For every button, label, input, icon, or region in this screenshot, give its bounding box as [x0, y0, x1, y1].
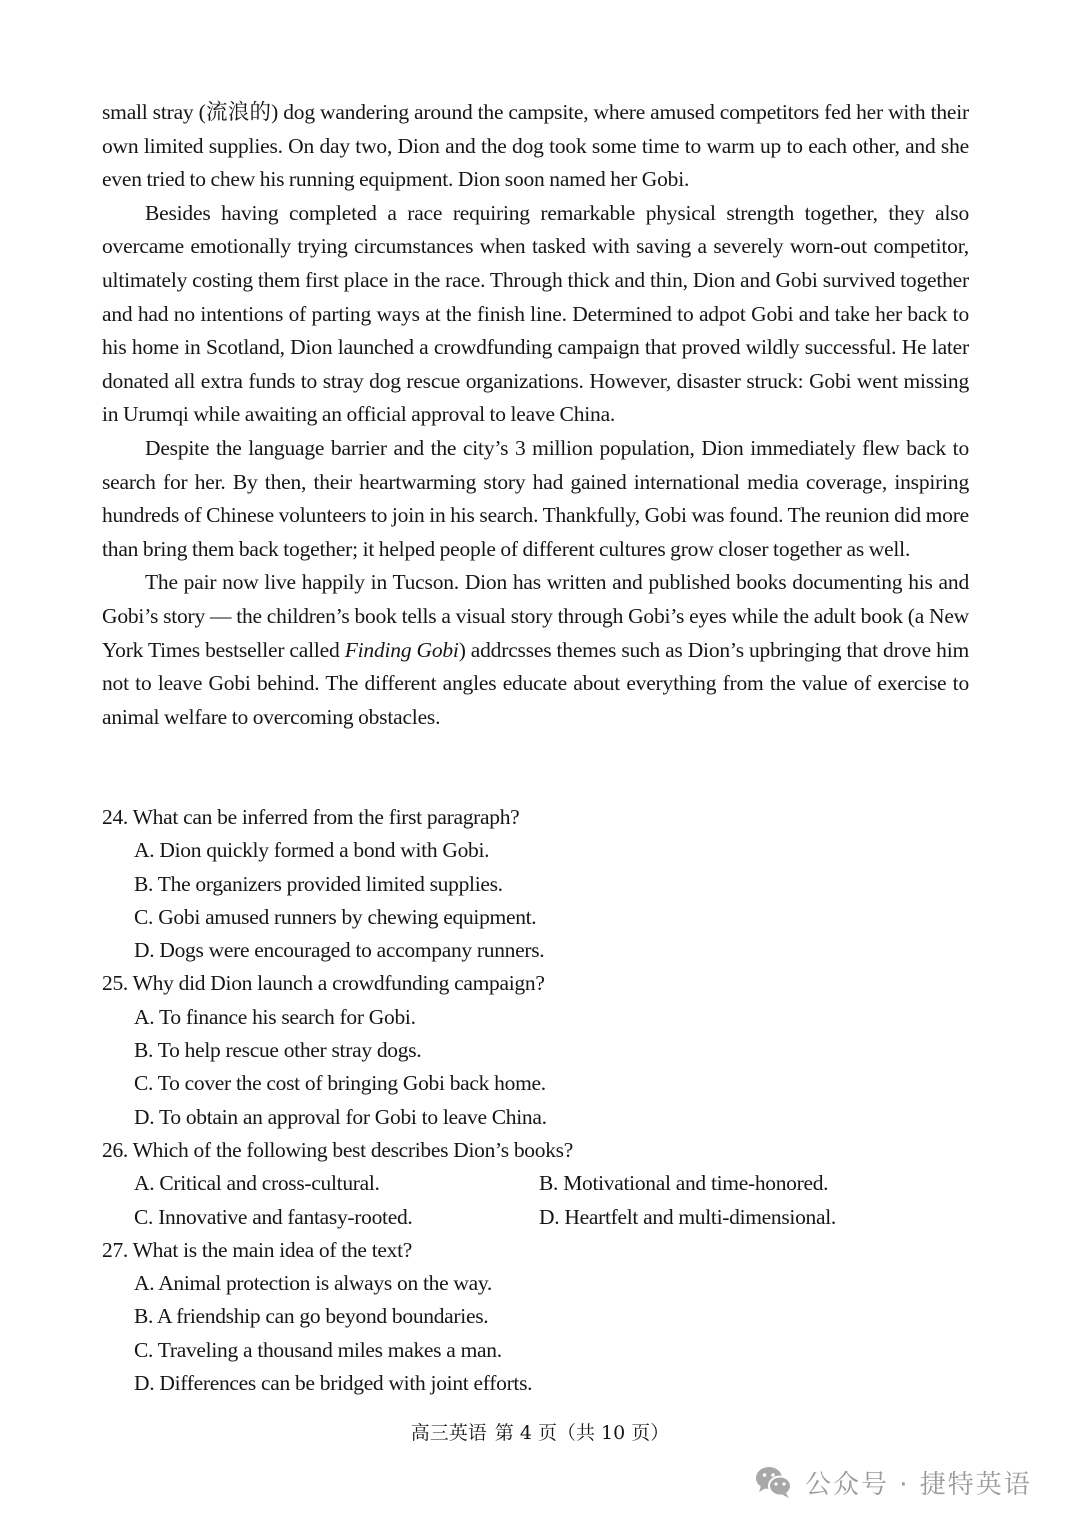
option-d: D. Heartfelt and multi-dimensional.	[539, 1204, 836, 1229]
option-b: B. The organizers provided limited supplies.	[134, 871, 503, 896]
option-a: A. To finance his search for Gobi.	[134, 1004, 416, 1029]
option-a: A. Dion quickly formed a bond with Gobi.	[134, 838, 490, 863]
book-title: Finding Gobi	[344, 637, 459, 662]
option-a: A. Animal protection is always on the way.	[134, 1271, 493, 1296]
question-number: 27.	[102, 1237, 128, 1262]
question-stem	[102, 1134, 969, 1167]
paragraph-3: Despite the language barrier and the city’s 3 million population, Dion immediately flew back to search for her. By then, their heartwarming story had gained international media coverage, inspiring hundreds of Chinese volunteers to join in his search. Thankfully, Gobi was found. The reunion did more than bring them back together; it helped people of different cultures grow closer together as well.	[102, 435, 969, 561]
question-text: Which of the following best describes Dion’s books?	[132, 1137, 573, 1162]
question-stem	[102, 1234, 969, 1267]
passage	[102, 96, 969, 734]
question-text: What is the main idea of the text?	[132, 1237, 413, 1262]
options-row-2	[102, 1201, 969, 1234]
option-a: A. Critical and cross-cultural.	[134, 1171, 380, 1196]
watermark-text: 公众号 · 捷特英语	[805, 1469, 1032, 1500]
watermark	[755, 1462, 1032, 1502]
options-row-1	[102, 1167, 969, 1200]
questions	[102, 801, 969, 1400]
question-number: 25.	[102, 971, 128, 996]
question-number: 26.	[102, 1137, 128, 1162]
question-text: What can be inferred from the first paragraph?	[132, 805, 520, 829]
footer-page-number: 第 4 页（共 10 页）	[494, 1422, 670, 1444]
option-c: C. Gobi amused runners by chewing equipment.	[134, 904, 537, 929]
option-c: C. Traveling a thousand miles makes a man.	[134, 1337, 502, 1362]
question-stem	[102, 967, 969, 1000]
page-footer	[0, 1418, 1080, 1445]
paragraph-1: small stray (流浪的) dog wandering around the campsite, where amused competitors fed her with their own limited supplies. On day two, Dion and the dog took some time to warm up to each other, and she even tried to chew his running equipment. Dion soon named her Gobi.	[102, 100, 969, 192]
option-c: C. To cover the cost of bringing Gobi back home.	[134, 1071, 546, 1096]
paragraph-2: Besides having completed a race requiring remarkable physical strength together, they also overcame emotionally trying circumstances when tasked with saving a severely worn-out competitor, ultimately costing them first place in the race. Through thick and thin, Dion and Gobi survived together and had no intentions of parting ways at the finish line. Determined to adpot Gobi and take her back to his home in Scotland, Dion launched a crowdfunding campaign that proved wildly successful. He later donated all extra funds to stray dog rescue organizations. However, disaster struck: Gobi went missing in Urumqi while awaiting an official approval to leave China.	[102, 200, 969, 427]
wechat-icon	[755, 1464, 793, 1500]
option-d: D. Dogs were encouraged to accompany runners.	[134, 938, 545, 963]
option-b: B. A friendship can go beyond boundaries.	[134, 1304, 489, 1329]
footer-subject: 高三英语	[410, 1422, 487, 1444]
paragraph-4-text-end: ) addrcsses themes such as Dion’s upbringing that drove him not to leave Gobi behind. The different angles educate about everything from the value of exercise to animal welfare to overcoming obstacles.	[102, 637, 969, 729]
question-text: Why did Dion launch a crowdfunding campaign?	[132, 971, 545, 996]
question-25	[102, 967, 969, 1133]
option-b: B. Motivational and time-honored.	[539, 1171, 829, 1196]
question-26	[102, 1134, 969, 1234]
option-c: C. Innovative and fantasy-rooted.	[134, 1204, 413, 1229]
option-b: B. To help rescue other stray dogs.	[134, 1038, 422, 1063]
question-27	[102, 1234, 969, 1400]
option-d: D. To obtain an approval for Gobi to leave China.	[134, 1104, 547, 1129]
question-number: 24.	[102, 805, 128, 829]
paragraph-4-text-start: The pair now live happily in Tucson. Dion has written and published books documenting his and Gobi’s story — the children’s book tells a visual story through Gobi’s eyes while the adult book (a New York Times bestseller called	[102, 570, 969, 662]
question-stem	[102, 801, 969, 834]
option-d: D. Differences can be bridged with joint efforts.	[134, 1371, 533, 1396]
question-24	[102, 801, 969, 967]
paragraph-4	[102, 566, 969, 734]
